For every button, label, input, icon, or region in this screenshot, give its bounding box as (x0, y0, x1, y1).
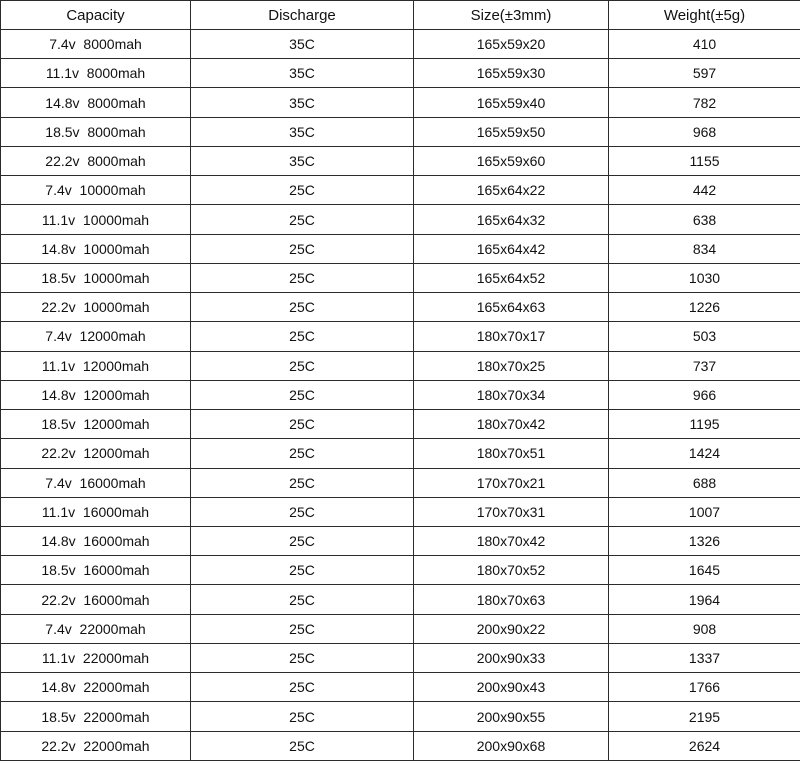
cell-discharge: 25C (191, 293, 414, 322)
table-row (1, 614, 800, 643)
cell-size: 180x70x17 (414, 322, 609, 351)
cell-weight: 1645 (609, 556, 800, 585)
cell-discharge: 25C (191, 643, 414, 672)
cell-capacity: 22.2v 12000mah (1, 439, 191, 468)
cell-capacity: 22.2v 8000mah (1, 146, 191, 175)
cell-size: 165x59x40 (414, 88, 609, 117)
cell-weight: 410 (609, 30, 800, 59)
table-row (1, 556, 800, 585)
cell-weight: 1007 (609, 497, 800, 526)
cell-capacity: 18.5v 16000mah (1, 556, 191, 585)
cell-discharge: 25C (191, 410, 414, 439)
cell-discharge: 25C (191, 468, 414, 497)
cell-weight: 1226 (609, 293, 800, 322)
table-row (1, 117, 800, 146)
cell-discharge: 25C (191, 731, 414, 760)
table-row (1, 351, 800, 380)
cell-capacity: 14.8v 10000mah (1, 234, 191, 263)
column-header-capacity: Capacity (1, 1, 191, 30)
cell-weight: 638 (609, 205, 800, 234)
cell-size: 180x70x25 (414, 351, 609, 380)
cell-capacity: 22.2v 10000mah (1, 293, 191, 322)
cell-capacity: 7.4v 10000mah (1, 176, 191, 205)
cell-discharge: 35C (191, 30, 414, 59)
cell-weight: 688 (609, 468, 800, 497)
table-row (1, 88, 800, 117)
cell-weight: 1337 (609, 643, 800, 672)
cell-capacity: 18.5v 8000mah (1, 117, 191, 146)
cell-size: 180x70x34 (414, 380, 609, 409)
cell-discharge: 25C (191, 234, 414, 263)
cell-size: 180x70x63 (414, 585, 609, 614)
cell-weight: 442 (609, 176, 800, 205)
table-row (1, 293, 800, 322)
cell-weight: 1326 (609, 526, 800, 555)
cell-capacity: 7.4v 22000mah (1, 614, 191, 643)
column-header-discharge: Discharge (191, 1, 414, 30)
cell-discharge: 35C (191, 146, 414, 175)
table-row (1, 731, 800, 760)
cell-discharge: 25C (191, 585, 414, 614)
cell-size: 165x64x22 (414, 176, 609, 205)
table-row (1, 673, 800, 702)
cell-weight: 2624 (609, 731, 800, 760)
cell-weight: 908 (609, 614, 800, 643)
cell-capacity: 7.4v 8000mah (1, 30, 191, 59)
table-row (1, 322, 800, 351)
cell-weight: 503 (609, 322, 800, 351)
cell-discharge: 25C (191, 526, 414, 555)
column-header-size: Size(±3mm) (414, 1, 609, 30)
cell-capacity: 14.8v 8000mah (1, 88, 191, 117)
table-row (1, 380, 800, 409)
cell-discharge: 25C (191, 556, 414, 585)
cell-discharge: 25C (191, 497, 414, 526)
table-row (1, 59, 800, 88)
cell-size: 165x64x32 (414, 205, 609, 234)
cell-weight: 1766 (609, 673, 800, 702)
table-row (1, 468, 800, 497)
cell-capacity: 18.5v 22000mah (1, 702, 191, 731)
cell-capacity: 22.2v 22000mah (1, 731, 191, 760)
cell-discharge: 25C (191, 439, 414, 468)
cell-weight: 782 (609, 88, 800, 117)
cell-weight: 1195 (609, 410, 800, 439)
cell-weight: 597 (609, 59, 800, 88)
cell-discharge: 35C (191, 59, 414, 88)
cell-size: 165x59x20 (414, 30, 609, 59)
cell-discharge: 25C (191, 380, 414, 409)
cell-weight: 1155 (609, 146, 800, 175)
table-header-row (1, 1, 800, 30)
cell-capacity: 7.4v 16000mah (1, 468, 191, 497)
table-row (1, 234, 800, 263)
cell-discharge: 25C (191, 205, 414, 234)
cell-size: 165x59x30 (414, 59, 609, 88)
cell-discharge: 35C (191, 88, 414, 117)
cell-capacity: 14.8v 22000mah (1, 673, 191, 702)
cell-size: 170x70x21 (414, 468, 609, 497)
table-body (1, 30, 800, 761)
cell-size: 200x90x22 (414, 614, 609, 643)
cell-size: 165x64x63 (414, 293, 609, 322)
cell-capacity: 22.2v 16000mah (1, 585, 191, 614)
cell-discharge: 25C (191, 702, 414, 731)
table-row (1, 263, 800, 292)
cell-size: 180x70x42 (414, 526, 609, 555)
cell-discharge: 25C (191, 322, 414, 351)
cell-discharge: 35C (191, 117, 414, 146)
table-row (1, 146, 800, 175)
cell-size: 170x70x31 (414, 497, 609, 526)
cell-discharge: 25C (191, 263, 414, 292)
cell-discharge: 25C (191, 673, 414, 702)
cell-weight: 968 (609, 117, 800, 146)
cell-capacity: 11.1v 16000mah (1, 497, 191, 526)
cell-weight: 1030 (609, 263, 800, 292)
cell-discharge: 25C (191, 614, 414, 643)
cell-size: 165x59x60 (414, 146, 609, 175)
cell-size: 165x59x50 (414, 117, 609, 146)
table-row (1, 585, 800, 614)
cell-size: 200x90x33 (414, 643, 609, 672)
cell-capacity: 11.1v 8000mah (1, 59, 191, 88)
cell-capacity: 7.4v 12000mah (1, 322, 191, 351)
cell-weight: 2195 (609, 702, 800, 731)
cell-discharge: 25C (191, 351, 414, 380)
table-row (1, 526, 800, 555)
cell-weight: 1964 (609, 585, 800, 614)
cell-size: 165x64x42 (414, 234, 609, 263)
cell-capacity: 18.5v 10000mah (1, 263, 191, 292)
table-row (1, 205, 800, 234)
table-row (1, 702, 800, 731)
table-row (1, 410, 800, 439)
cell-size: 200x90x43 (414, 673, 609, 702)
cell-size: 180x70x52 (414, 556, 609, 585)
table-row (1, 643, 800, 672)
table-row (1, 439, 800, 468)
cell-size: 165x64x52 (414, 263, 609, 292)
cell-weight: 834 (609, 234, 800, 263)
cell-capacity: 14.8v 12000mah (1, 380, 191, 409)
table-row (1, 30, 800, 59)
table-row (1, 176, 800, 205)
column-header-weight: Weight(±5g) (609, 1, 800, 30)
cell-capacity: 11.1v 22000mah (1, 643, 191, 672)
cell-weight: 966 (609, 380, 800, 409)
table-row (1, 497, 800, 526)
cell-capacity: 11.1v 12000mah (1, 351, 191, 380)
cell-size: 200x90x68 (414, 731, 609, 760)
cell-capacity: 11.1v 10000mah (1, 205, 191, 234)
cell-weight: 1424 (609, 439, 800, 468)
cell-size: 200x90x55 (414, 702, 609, 731)
cell-weight: 737 (609, 351, 800, 380)
cell-capacity: 18.5v 12000mah (1, 410, 191, 439)
cell-discharge: 25C (191, 176, 414, 205)
cell-size: 180x70x42 (414, 410, 609, 439)
cell-size: 180x70x51 (414, 439, 609, 468)
cell-capacity: 14.8v 16000mah (1, 526, 191, 555)
